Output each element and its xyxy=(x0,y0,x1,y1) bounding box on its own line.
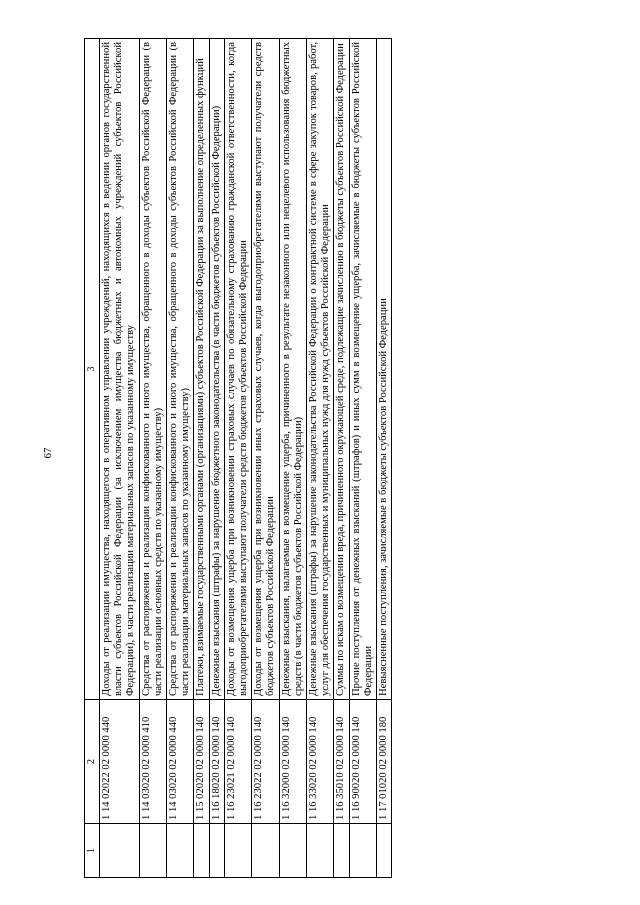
row-col1-cell xyxy=(252,824,279,878)
revenue-description-cell: Средства от распоряжения и реализации конфискованного и иного имущества, обращенного в доходы субъектов Российской Федерации (в части реализации материальных запасов по указанному имуществу) xyxy=(167,39,194,700)
table-row xyxy=(349,39,376,878)
table-row xyxy=(139,39,166,878)
revenue-code-cell: 1 16 33020 02 0000 140 xyxy=(307,700,334,824)
revenue-description-cell: Доходы от возмещения ущерба при возникновении иных страховых случаев, когда выгодоприобретателями выступают получатели средств бюджетов субъектов Российской Федерации xyxy=(252,39,279,700)
revenue-codes-table xyxy=(84,38,392,878)
row-col1-cell xyxy=(139,824,166,878)
revenue-description-cell: Доходы от реализации имущества, находящегося в оперативном управлении учреждений, находящихся в ведении органов государственной власти субъектов Российской Федерации (за исключением имущества бюджетных и автономных учреждений субъектов Российской Федерации), в части реализации материальных запасов по указанному имуществу xyxy=(100,39,140,700)
row-col1-cell xyxy=(349,824,376,878)
table-row xyxy=(307,39,334,878)
table-row xyxy=(377,39,392,878)
revenue-description-cell: Денежные взыскания (штрафы) за нарушение бюджетного законодательства (в части бюджетов субъектов Российской Федерации) xyxy=(209,39,224,700)
table-row xyxy=(279,39,306,878)
revenue-description-cell: Суммы по искам о возмещении вреда, причиненного окружающей среде, подлежащие зачислению в бюджеты субъектов Российской Федерации xyxy=(334,39,349,700)
table-row xyxy=(252,39,279,878)
revenue-description-cell: Доходы от возмещения ущерба при возникновении страховых случаев по обязательному страхованию гражданской ответственности, когда выгодоприобретателями выступают получатели средств бюджетов субъектов Российской Федерации xyxy=(224,39,251,700)
revenue-code-cell: 1 14 03020 02 0000 410 xyxy=(139,700,166,824)
row-col1-cell xyxy=(209,824,224,878)
revenue-code-cell: 1 16 35010 02 0000 140 xyxy=(334,700,349,824)
header-col-1: 1 xyxy=(85,824,100,878)
table-header-row xyxy=(85,39,100,878)
table-row xyxy=(167,39,194,878)
table-row xyxy=(194,39,209,878)
table-row xyxy=(224,39,251,878)
revenue-code-cell: 1 16 90020 02 0000 140 xyxy=(349,700,376,824)
revenue-description-cell: Денежные взыскания (штрафы) за нарушение законодательства Российской Федерации о контрактной системе в сфере закупок товаров, работ, услуг для обеспечения государственных и муниципальных нужд для нужд субъектов Российской Федерации xyxy=(307,39,334,700)
revenue-code-cell: 1 17 01020 02 0000 180 xyxy=(377,700,392,824)
revenue-code-cell: 1 14 03020 02 0000 440 xyxy=(167,700,194,824)
row-col1-cell xyxy=(100,824,140,878)
revenue-code-cell: 1 16 23021 02 0000 140 xyxy=(224,700,251,824)
row-col1-cell xyxy=(377,824,392,878)
table-row xyxy=(209,39,224,878)
header-col-2: 2 xyxy=(85,700,100,824)
revenue-description-cell: Невыясненные поступления, зачисляемые в бюджеты субъектов Российской Федерации xyxy=(377,39,392,700)
row-col1-cell xyxy=(194,824,209,878)
table-row xyxy=(100,39,140,878)
header-col-3: 3 xyxy=(85,39,100,700)
row-col1-cell xyxy=(279,824,306,878)
row-col1-cell xyxy=(334,824,349,878)
revenue-description-cell: Прочие поступления от денежных взысканий (штрафов) и иных сумм в возмещение ущерба, зачисляемые в бюджеты субъектов Российской Федерации xyxy=(349,39,376,700)
revenue-code-cell: 1 15 02020 02 0000 140 xyxy=(194,700,209,824)
revenue-description-cell: Средства от распоряжения и реализации конфискованного и иного имущества, обращенного в доходы субъектов Российской Федерации (в части реализации основных средств по указанному имуществу) xyxy=(139,39,166,700)
revenue-code-cell: 1 16 32000 02 0000 140 xyxy=(279,700,306,824)
row-col1-cell xyxy=(307,824,334,878)
revenue-description-cell: Денежные взыскания, налагаемые в возмещение ущерба, причиненного в результате незаконного или нецелевого использования бюджетных средств (в части бюджетов субъектов Российской Федерации) xyxy=(279,39,306,700)
row-col1-cell xyxy=(167,824,194,878)
revenue-code-cell: 1 14 02022 02 0000 440 xyxy=(100,700,140,824)
rotated-table-container xyxy=(84,38,590,878)
page-number: 67 xyxy=(42,447,54,459)
revenue-code-cell: 1 16 18020 02 0000 140 xyxy=(209,700,224,824)
table-row xyxy=(334,39,349,878)
row-col1-cell xyxy=(224,824,251,878)
revenue-description-cell: Платежи, взимаемые государственными органами (организациями) субъектов Российской Федерации за выполнение определенных функций xyxy=(194,39,209,700)
revenue-code-cell: 1 16 23022 02 0000 140 xyxy=(252,700,279,824)
